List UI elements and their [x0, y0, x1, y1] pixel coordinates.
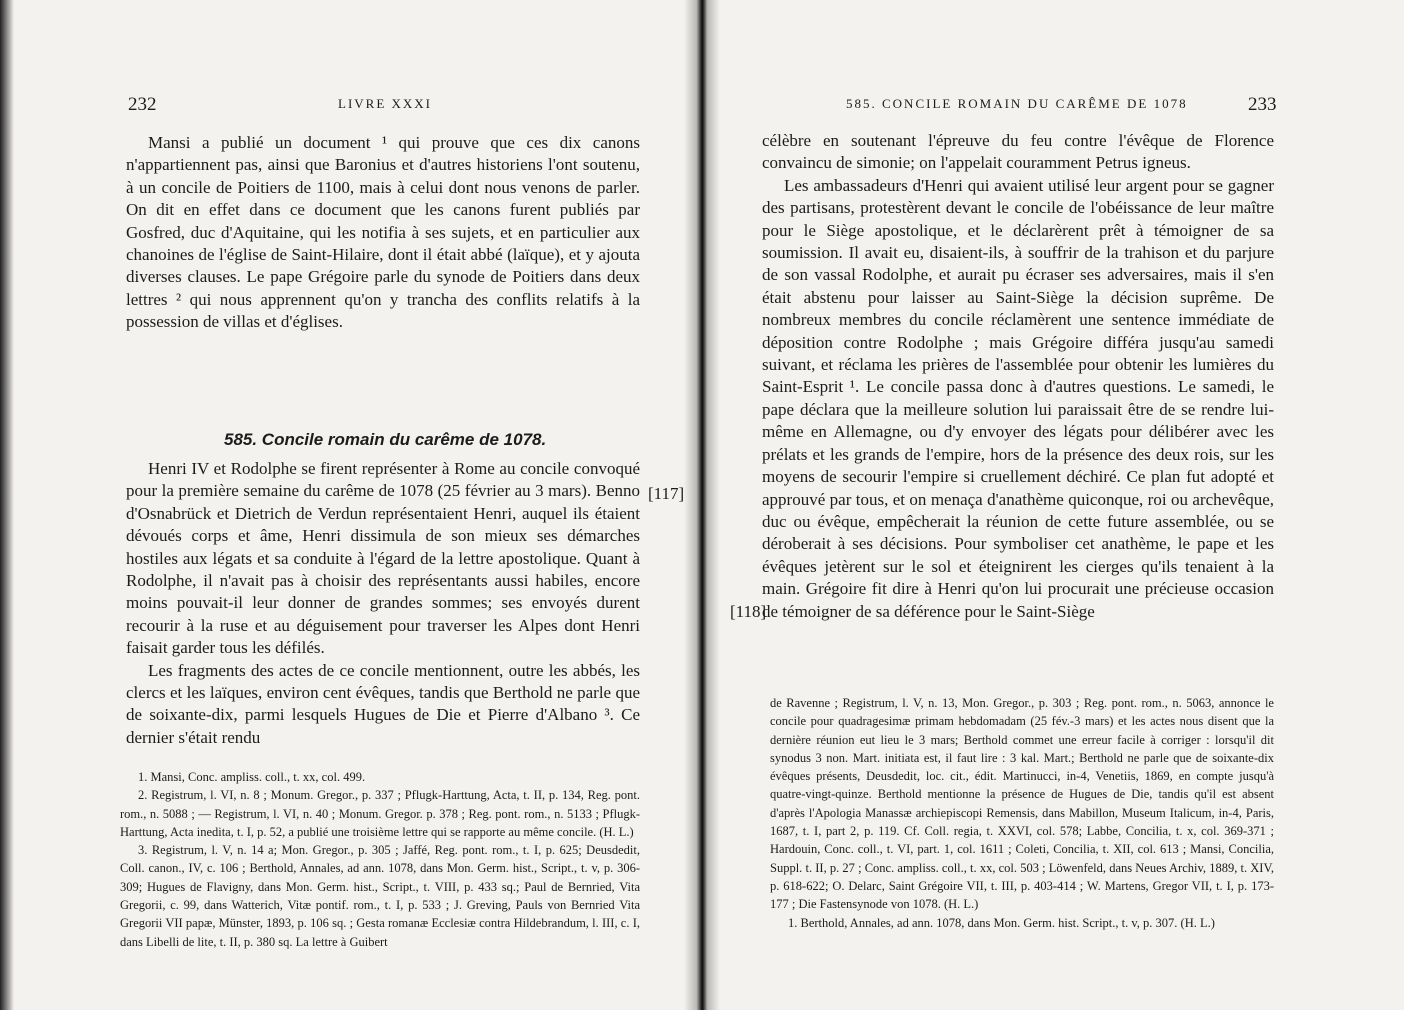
- margin-mark: [118]: [730, 602, 767, 621]
- body-paragraph: [126, 132, 640, 334]
- paragraph-2: Henri IV et Rodolphe se firent représenter à Rome au concile convoqué pour la première semaine du carême de 1078 (25 février au 3 mars). Benno d'Osnabrück et Dietrich de Verdun représentaient Henri, auquel ils étaient dévoués corps et âme, Henri dissimula de son mieux ses démarches hostiles aux légats et sa conduite à l'égard de la lettre apostolique. Quant à Rodolphe, il n'avait pas à choisir des représentants aussi habiles, encore moins pouvait-il leur donner de grandes sommes; ses envoyés durent recourir à la ruse et au déguisement pour traverser les Alpes dont Henri faisait garder tous les défilés.: [126, 459, 640, 658]
- page-number: 232: [128, 94, 157, 115]
- footnote-1: 1. Berthold, Annales, ad ann. 1078, dans Mon. Germ. hist. Script., t. v, p. 307. (H. L.): [788, 915, 1215, 930]
- paragraph-1: célèbre en soutenant l'épreuve du feu contre l'évêque de Florence convaincu de simonie; on l'appelait couramment Petrus igneus.: [762, 131, 1274, 173]
- footnotes: [770, 694, 1274, 932]
- left-page: [0, 0, 700, 1010]
- page-number: 233: [1248, 94, 1277, 115]
- paragraph-1: Mansi a publié un document ¹ qui prouve que ces dix canons n'appartiennent pas, ainsi que Baronius et d'autres historiens l'ont soutenu, à un concile de Poitiers de 1100, mais à celui dont nous venons de parler. On dit en effet dans ce document que les canons furent publiés par Gosfred, duc d'Aquitaine, qui les notifia à ses sujets, et en particulier aux chanoines de l'église de Saint-Hilaire, dont il était abbé (laïque), et y ajouta diverses clauses. Le pape Grégoire parle du synode de Poitiers dans deux lettres ² qui nous apprennent qu'on y trancha des conflits relatifs à la possession de villas et d'églises.: [126, 133, 640, 332]
- footnote-1: 1. Mansi, Conc. ampliss. coll., t. xx, col. 499.: [138, 770, 366, 784]
- paragraph-3: Les fragments des actes de ce concile mentionnent, outre les abbés, les clercs et les laïques, environ cent évêques, tandis que Berthold ne parle que de soixante-dix, parmi lesquels Hugues de Die et Pierre d'Albano ³. Ce dernier s'était rendu: [126, 660, 640, 747]
- body-paragraph: [126, 458, 640, 749]
- footnote-2: 2. Registrum, l. VI, n. 8 ; Monum. Gregor., p. 337 ; Pflugk-Harttung, Acta, t. II, p. 134, Reg. pont. rom., n. 5088 ; — Registrum, l. VI, n. 40 ; Monum. Gregor. p. 378 ; Reg. pont. rom., n. 5133 ; Pflugk-Harttung, Acta inedita, t. I, p. 52, a publié une troisième lettre qui se rapporte au même concile. (H. L.): [120, 788, 640, 839]
- footnotes: [120, 768, 640, 951]
- running-head: 585. CONCILE ROMAIN DU CARÊME DE 1078: [846, 96, 1188, 111]
- section-title: 585. Concile romain du carême de 1078.: [224, 430, 547, 449]
- footnote-3: 3. Registrum, l. V, n. 14 a; Mon. Gregor., p. 305 ; Jaffé, Reg. pont. rom., t. I, p. 625; Deusdedit, Coll. canon., IV, c. 106 ; Berthold, Annales, ad ann. 1078, dans Mon. Germ. hist., Script., t. v, p. 306-309; Hugues de Flavigny, dans Mon. Germ. hist., Script., t. VIII, p. 433 sq.; Paul de Bernried, Vita Gregorii, c. 99, dans Watterich, Vitæ pontif. rom., t. I, p. 533 ; J. Greving, Pauls von Bernried Vita Gregorii VII papæ, Münster, 1893, p. 106 sq. ; Gesta romanæ Ecclesiæ contra Hildebrandum, l. III, c. I, dans Libelli de lite, t. II, p. 380 sq. La lettre à Guibert: [120, 843, 640, 949]
- book-gutter: [684, 0, 720, 1010]
- paragraph-2: Les ambassadeurs d'Henri qui avaient utilisé leur argent pour se gagner des partisans, protestèrent devant le concile de l'obéissance de leur maître pour le Siège apostolique, et le déclarèrent prêt à témoigner de sa soumission. Il avait eu, disaient-ils, à souffrir de la trahison et du parjure de son vassal Rodolphe, et aurait pu écraser ses adversaires, mais il s'en était abstenu pour laisser au Saint-Siège la décision suprême. De nombreux membres du concile réclamèrent une sentence immédiate de déposition contre Rodolphe ; mais Grégoire différa jusqu'au samedi suivant, et réclama les prières de l'assemblée pour obtenir les lumières du Saint-Esprit ¹. Le concile passa donc à d'autres questions. Le samedi, le pape déclara que la meilleure solution lui paraissait être de se rendre lui-même en Allemagne, ou d'y envoyer des légats pour délibérer avec les prélats et les grands de l'empire, hors de la présence des deux rois, sur les moyens de secourir l'empire si cruellement déchiré. Ce plan fut adopté et approuvé par tous, et on menaça d'anathème quiconque, roi ou archevêque, duc ou évêque, empêcherait la réunion de cette future assemblée, ou se déroberait à ses décisions. Pour symboliser cet anathème, le pape et les évêques jetèrent sur le sol et éteignirent les cierges qu'ils tenaient à la main. Grégoire fit dire à Henri qu'on lui procurait une précieuse occasion de témoigner de sa déférence pour le Saint-Siège: [762, 175, 1274, 621]
- running-head: LIVRE XXXI: [338, 96, 433, 111]
- footnote-continuation: de Ravenne ; Registrum, l. V, n. 13, Mon. Gregor., p. 303 ; Reg. pont. rom., n. 5063, annonce le concile pour quadragesimæ primam hebdomadam (25 fév.-3 mars) et les actes nous disent que la dernière réunion eut lieu le 3 mars; Berthold commet une erreur facile à corriger : lorsqu'il dit synodus 3 non. Mart. initiata est, il faut lire : 3 kal. Mart.; Berthold ne parle que de soixante-dix évêques présents, Deusdedit, loc. cit., édit. Martinucci, in-4, Venetiis, 1869, en compte jusqu'à quatre-vingt-quinze. Berthold mentionne la présence de Hugues de Die, tandis qu'il est absent d'après l'Apologia Manassæ archiepiscopi Remensis, dans Mabillon, Museum Italicum, in-4, Paris, 1687, t. I, part 2, p. 119. Cf. Coll. regia, t. XXVI, col. 578; Labbe, Concilia, t. x, col. 369-371 ; Hardouin, Conc. coll., t. VI, part. 1, col. 1611 ; Coleti, Concilia, t. XII, col. 613 ; Mansi, Concilia, Suppl. t. II, p. 27 ; Conc. ampliss. coll., t. xx, col. 503 ; Löwenfeld, dans Neues Archiv, 1889, t. XIV, p. 618-622; O. Delarc, Saint Grégoire VII, t. III, p. 403-414 ; W. Martens, Gregor VII, t. I, p. 173-177 ; Die Fastensynode von 1078. (H. L.): [770, 696, 1274, 912]
- body-paragraph: [762, 130, 1274, 623]
- right-page: [704, 0, 1404, 1010]
- page-edge-shadow: [0, 0, 14, 1010]
- margin-mark: [117]: [648, 484, 685, 503]
